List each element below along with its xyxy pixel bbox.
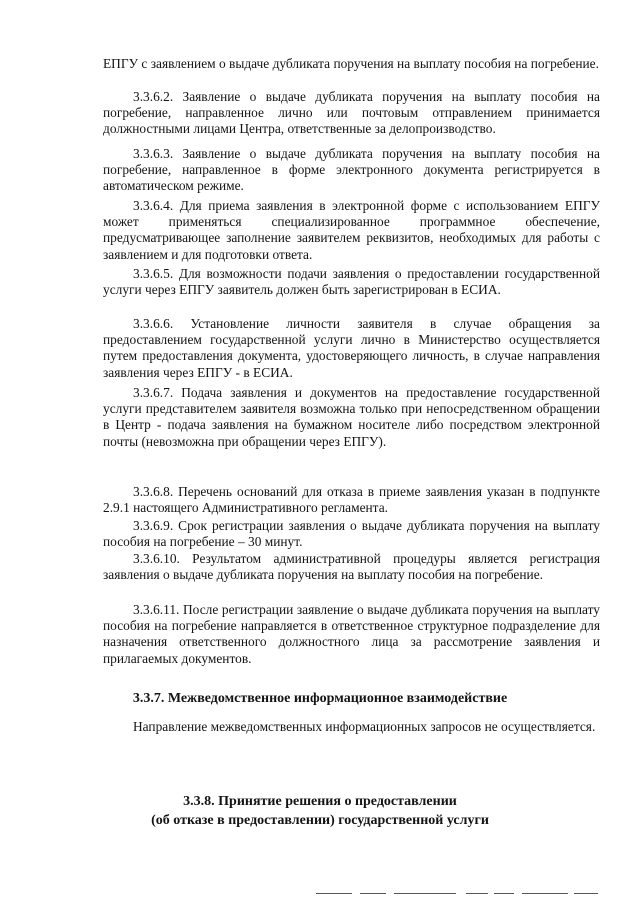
paragraph-continuation: ЕПГУ с заявлением о выдаче дубликата поручения на выплату пособия на погребение. — [103, 56, 599, 71]
paragraph-3-3-6-4: 3.3.6.4. Для приема заявления в электронной форме с использованием ЕПГУ может применяться специализированное программное обеспечение, предусматривающее заполнение заявителем реквизитов, необходимых для работы с заявлением и для подготовки ответа. — [103, 198, 600, 262]
scan-artifact-line — [360, 893, 386, 894]
scan-artifact-line — [466, 893, 488, 894]
section-heading-3-3-7: 3.3.7. Межведомственное информационное взаимодействие — [132, 691, 508, 706]
scan-artifact-line — [494, 893, 514, 894]
scan-artifact-line — [316, 893, 352, 894]
paragraph-3-3-6-2: 3.3.6.2. Заявление о выдаче дубликата поручения на выплату пособия на погребение, направленное лично или почтовым отправлением принимается должностными лицами Центра, ответственные за делопроизводство. — [103, 89, 600, 137]
section-heading-3-3-8-line1: 3.3.8. Принятие решения о предоставлении — [183, 794, 457, 809]
paragraph-3-3-6-9: 3.3.6.9. Срок регистрации заявления о выдаче дубликата поручения на выплату пособия на погребение – 30 минут. — [103, 518, 600, 550]
scan-artifact-line — [394, 893, 456, 894]
paragraph-3-3-6-6: 3.3.6.6. Установление личности заявителя в случае обращения за предоставлением государственной услуги лично в Министерство осуществляется путем предоставления документа, удостоверяющего личность, в случае направления заявления через ЕПГУ - в ЕСИА. — [103, 316, 600, 380]
scan-artifact-line — [574, 893, 598, 894]
scan-artifact-line — [522, 893, 568, 894]
paragraph-3-3-6-3: 3.3.6.3. Заявление о выдаче дубликата поручения на выплату пособия на погребение, направленное в форме электронного документа регистрируется в автоматическом режиме. — [103, 146, 600, 194]
paragraph-3-3-6-8: 3.3.6.8. Перечень оснований для отказа в приеме заявления указан в подпункте 2.9.1 настоящего Административного регламента. — [103, 484, 600, 516]
paragraph-3-3-6-11: 3.3.6.11. После регистрации заявление о выдаче дубликата поручения на выплату пособия на погребение направляется в ответственное структурное подразделение для назначения ответственного должностного лица за рассмотрение заявления и прилагаемых документов. — [103, 602, 600, 666]
section-heading-3-3-8-line2: (об отказе в предоставлении) государственной услуги — [151, 813, 489, 828]
paragraph-3-3-6-7: 3.3.6.7. Подача заявления и документов на предоставление государственной услуги представителем заявителя возможна только при непосредственном обращении в Центр - подача заявления на бумажном носителе либо посредством электронной почты (невозможна при обращении через ЕПГУ). — [103, 385, 600, 449]
paragraph-3-3-6-5: 3.3.6.5. Для возможности подачи заявления о предоставлении государственной услуги через ЕПГУ заявитель должен быть зарегистрирован в ЕСИА. — [103, 266, 600, 298]
paragraph-3-3-7-text: Направление межведомственных информационных запросов не осуществляется. — [133, 719, 596, 734]
paragraph-3-3-6-10: 3.3.6.10. Результатом административной процедуры является регистрация заявления о выдаче дубликата поручения на выплату пособия на погребение. — [103, 551, 600, 583]
